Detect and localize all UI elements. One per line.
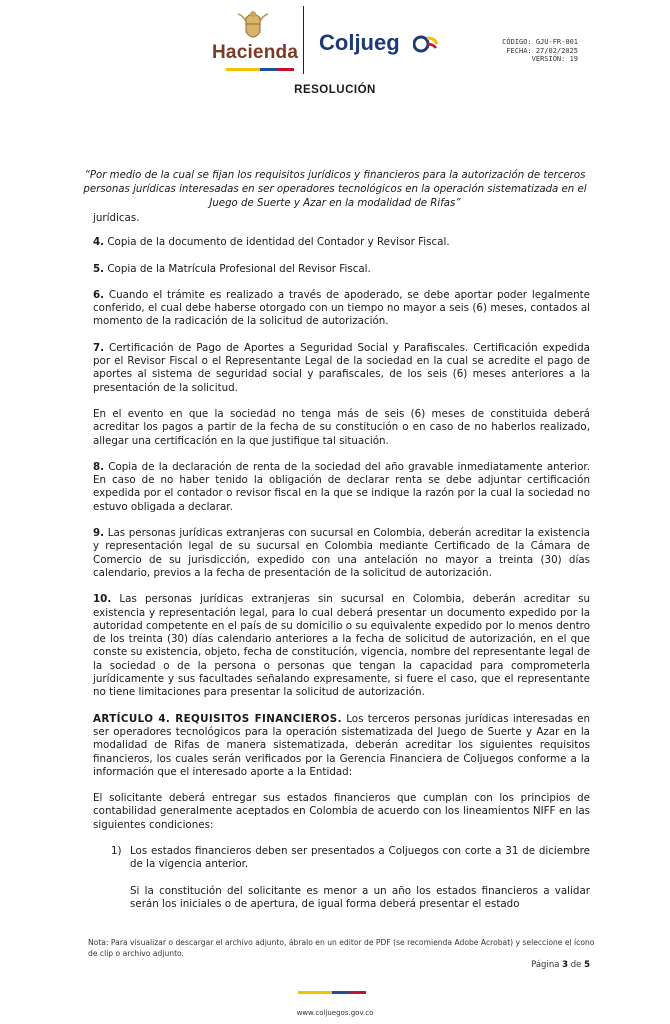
page-total: 5 (584, 960, 590, 970)
flag-color-bar (226, 68, 294, 71)
header-divider (303, 6, 304, 74)
item-4 (93, 236, 590, 249)
item-text: Copia de la declaración de renta de la sociedad del año gravable inmediatamente anterior. En caso de no haber tenido la obligación de declarar renta se debe adjuntar certificación expedida por el contador o revisor fiscal en la que se indique la razón por la cual la sociedad no estuvo obligada a declarar. (93, 460, 590, 513)
item-5 (93, 263, 590, 276)
item-number: 9. (93, 527, 105, 540)
page-current: 3 (562, 960, 569, 970)
doc-code: CÓDIGO: GJU-FR-001 (502, 38, 578, 46)
item-9 (93, 527, 590, 580)
document-body (93, 212, 590, 924)
item-6 (93, 289, 590, 329)
page-word: Página (531, 960, 560, 970)
list-item-1 (93, 845, 590, 872)
colombia-coat-of-arms-icon (236, 8, 270, 46)
item-8 (93, 461, 590, 514)
footer-flag-bar (298, 991, 366, 994)
item-10 (93, 593, 590, 699)
coljuegos-logo-text: Coljueg (319, 30, 400, 55)
item-number: 7. (93, 341, 105, 354)
resolution-subject: “Por medio de la cual se fijan los requisitos jurídicos y financieros para la autorización de terceros personas jurídicas interesadas en ser operadores tecnológicos en la operación sistematizada en el Juego de Suerte y Azar en la modalidad de Rifas” (83, 170, 587, 209)
item-text: Las personas jurídicas extranjeras sin sucursal en Colombia, deberán acreditar su existencia y representación legal, para lo cual deberá presentar un documento expedido por la autoridad competente en el país de su domicilio o su equivalente expedido por lo menos dentro de los treinta (30) días calendario anteriores a la fecha de solicitud de autorización, en el que conste su existencia, objeto, fecha de constitución, vigencia, nombre del representante legal de la sociedad o de la persona o personas que tengan la capacidad para comprometerla jurídicamente y sus facultades señalando expresamente, si fuere el caso, que el representante no tiene limitaciones para presentar la solicitud de autorización. (93, 593, 590, 699)
continuation-paragraph: jurídicas. (93, 212, 140, 224)
item-number: 4. (93, 236, 105, 249)
article-4 (93, 713, 590, 779)
page-title: RESOLUCIÓN (294, 84, 376, 96)
article-heading: ARTÍCULO 4. REQUISITOS FINANCIEROS. (93, 712, 342, 725)
item-text: Certificación de Pago de Aportes a Seguridad Social y Parafiscales. Certificación expedida por el Revisor Fiscal o el Representante Legal de la sociedad en la cual se acredite el pago de aportes al sistema de seguridad social y parafiscales, de los seis (6) meses anteriores a la presentación de la solicitud. (93, 341, 590, 394)
hacienda-logo-text: Hacienda (212, 42, 299, 63)
list-number: 1) (111, 844, 122, 857)
item-text: Cuando el trámite es realizado a través de apoderado, se debe aportar poder legalmente conferido, el cual debe haberse otorgado con un tiempo no mayor a seis (6) meses, contados al momento de la radicación de la solicitud de autorización. (93, 288, 590, 328)
item-number: 5. (93, 262, 105, 275)
doc-version: VERSIÓN: 19 (531, 55, 578, 63)
item-number: 10. (93, 593, 112, 606)
list-text: Los estados financieros deben ser presentados a Coljuegos con corte a 31 de diciembre de la vigencia anterior. (130, 844, 590, 871)
article-text: Los terceros personas jurídicas interesadas en ser operadores tecnológicos para la operación sistematizada del Juego de Suerte y Azar en la modalidad de Rifas de manera sistematizada, deberán acreditar los siguientes requisitos financieros, los cuales serán verificados por la Gerencia Financiera de Coljuegos conforme a la información que el interesado aporte a la Entidad: (93, 712, 591, 778)
page-of: de (570, 960, 582, 970)
item-text: Copia de la Matrícula Profesional del Revisor Fiscal. (104, 262, 371, 275)
document-metadata (502, 38, 578, 64)
evento-paragraph: En el evento en que la sociedad no tenga más de seis (6) meses de constituida deberá acreditar los pagos a partir de la fecha de su constitución o en caso de no haberlos realizado, allegar una certificación en la que justifique tal situación. (93, 407, 590, 447)
page-number (531, 960, 590, 970)
solicitante-paragraph: El solicitante deberá entregar sus estados financieros que cumplan con los principios de contabilidad generalmente aceptados en Colombia de acuerdo con los lineamientos NIFF en las siguientes condiciones: (93, 792, 590, 831)
doc-date: FECHA: 27/02/2025 (506, 46, 578, 55)
item-text: Las personas jurídicas extranjeras con sucursal en Colombia, deberán acreditar la existencia y representación legal de su sucursal en Colombia mediante Certificado de la Cámara de Comercio de su jurisdicción, expedido con una antelación no mayor a treinta (30) días calendario, previos a la fecha de presentación de la solicitud de autorización. (93, 527, 590, 579)
footer-note: Nota: Para visualizar o descargar el archivo adjunto, ábralo en un editor de PDF (se recomienda Adobe Acrobat) y seleccione el ícono de clip o archivo adjunto. (88, 938, 595, 958)
coljuegos-logo-mark-icon (413, 34, 439, 58)
item-number: 6. (93, 288, 105, 301)
item-number: 8. (93, 460, 105, 473)
item-7 (93, 342, 590, 395)
footer-url[interactable]: www.coljuegos.gov.co (296, 1009, 374, 1017)
constitucion-paragraph: Si la constitución del solicitante es menor a un año los estados financieros a validar serán los iniciales o de apertura, de igual forma deberá presentar el estado (130, 884, 590, 910)
item-text: Copia de la documento de identidad del Contador y Revisor Fiscal. (104, 236, 450, 249)
